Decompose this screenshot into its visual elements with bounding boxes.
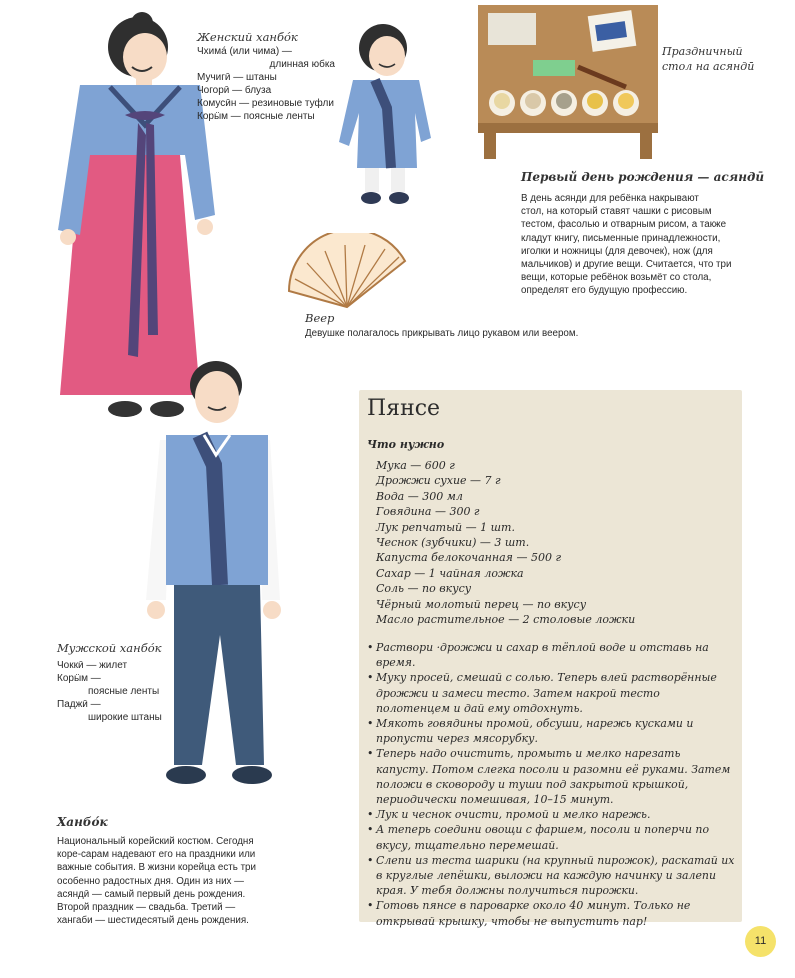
page-number: 11 xyxy=(745,926,776,957)
recipe-need-label: Что нужно xyxy=(367,438,445,451)
child-hanbok-illustration xyxy=(335,18,435,213)
female-hanbok-item: Чогорӣ — блуза xyxy=(197,85,272,96)
hanbok-line: коре-сарам надевают его на праздники или xyxy=(57,849,256,861)
ingredient-list xyxy=(376,458,635,627)
birthday-line: вещи, которые ребёнок возьмёт со стола, xyxy=(521,272,712,284)
male-hanbok-item: Чоккӣ — жилет xyxy=(57,660,128,671)
ingredient-item: Мука — 600 г xyxy=(376,459,455,472)
ingredient-item: Соль — по вкусу xyxy=(376,582,472,596)
recipe-step: • А теперь соедини овощи с фаршем, посоли и поперчи по вкусу, тщательно перемешай. xyxy=(367,822,735,852)
ingredient-item: Говядина — 300 г xyxy=(376,505,480,519)
recipe-card xyxy=(359,390,742,928)
hanbok-line: особенно радостных дня. Один из них — xyxy=(57,875,244,887)
hanbok-line: Второй праздник — свадьба. Третий — xyxy=(57,902,236,914)
female-hanbok-item: Корӹм — поясные ленты xyxy=(197,111,315,122)
ingredient-item: Чёрный молотый перец — по вкусу xyxy=(376,597,587,611)
ingredient-item: Масло растительное — 2 столовые ложки xyxy=(376,613,636,627)
male-hanbok-item: Паджӣ — xyxy=(57,699,101,710)
fan-text: Девушке полагалось прикрывать лицо рукавом или веером. xyxy=(305,328,579,339)
table-caption-line: стол на асяндӣ xyxy=(662,60,755,73)
ingredient-item: Вода — 300 мл xyxy=(376,489,463,503)
hanbok-line: важные события. В жизни корейца есть три xyxy=(57,862,256,874)
male-hanbok-item: Корӹм — xyxy=(57,673,101,684)
recipe-step: • Лук и чеснок очисти, промой и мелко нарежь. xyxy=(367,807,735,822)
recipe-step: • Раствори ·дрожжи и сахар в тёплой воде и отставь на время. xyxy=(367,640,735,670)
birthday-line: определят его будущую профессию. xyxy=(521,285,688,297)
festive-table-illustration xyxy=(478,5,658,160)
female-hanbok-item: длинная юбка xyxy=(269,59,335,70)
recipe-step: • Мякоть говядины промой, обсуши, нарежь кусками и пропусти через мясорубку. xyxy=(367,716,735,746)
recipe-steps xyxy=(367,640,735,929)
ingredient-item: Дрожжи сухие — 7 г xyxy=(376,474,501,488)
recipe-step: • Теперь надо очистить, промыть и мелко нарезать капусту. Потом слегка посоли и разомни её руками. Затем положи в сковороду и туши под закрытой крышкой, периодически помешивая, 10–15 минут. xyxy=(367,746,735,807)
female-hanbok-title: Женский ханбо́к xyxy=(197,30,298,44)
ingredient-item: Чеснок (зубчики) — 3 шт. xyxy=(376,536,530,550)
table-caption xyxy=(662,44,754,74)
birthday-line: В день асянди для ребёнка накрывают xyxy=(521,193,699,204)
birthday-title: Первый день рождения — асяндӣ xyxy=(521,170,765,184)
female-hanbok-item: Мучигӣ — штаны xyxy=(197,72,277,83)
hanbok-line: асяндӣ — самый первый день рождения. xyxy=(57,888,246,900)
recipe-step: • Слепи из теста шарики (на крупный пирожок), раскатай их в круглые лепёшки, выложи на каждую начинку и залепи края. У тебя должны получиться пирожки. xyxy=(367,853,735,899)
recipe-step: • Готовь пянсе в пароварке около 40 минут. Только не открывай крышку, чтобы не выпустить пар! xyxy=(367,898,735,928)
ingredient-item: Лук репчатый — 1 шт. xyxy=(376,520,515,534)
man-hanbok-illustration xyxy=(140,355,285,790)
birthday-line: стол, на который ставят чашки с рисовым xyxy=(521,206,712,218)
birthday-line: тестом, фасолью и отварным рисом, а также xyxy=(521,219,727,231)
hanbok-title: Ханбо́к xyxy=(57,815,108,829)
female-hanbok-item: Комусӣн — резиновые туфли xyxy=(197,98,334,109)
male-hanbok-title: Мужской ханбо́к xyxy=(57,641,162,655)
male-hanbok-item: поясные ленты xyxy=(88,686,160,697)
table-caption-line: Праздничный xyxy=(662,45,743,58)
birthday-line: мальчиков) и другие вещи. Считается, что три xyxy=(521,259,732,271)
birthday-line: кладут книгу, письменные принадлежности, xyxy=(521,232,721,244)
birthday-line: иголки и ножницы (для девочек), нож (для xyxy=(521,245,713,257)
female-hanbok-item: Чхима́ (или чима) — xyxy=(197,46,292,57)
fan-illustration xyxy=(285,233,410,313)
hanbok-text xyxy=(57,835,297,927)
hanbok-line: хангаби — шестидесятый день рождения. xyxy=(57,915,249,927)
recipe-title: Пянсе xyxy=(367,396,441,421)
fan-title: Веер xyxy=(305,311,335,325)
recipe-step: • Муку просей, смешай с солью. Теперь влей растворённые дрожжи и замеси тесто. Затем накрой тесто полотенцем и дай ему отдохнуть. xyxy=(367,670,735,716)
male-hanbok-item: широкие штаны xyxy=(88,712,162,723)
birthday-text xyxy=(521,192,771,298)
ingredient-item: Сахар — 1 чайная ложка xyxy=(376,566,524,580)
ingredient-item: Капуста белокочанная — 500 г xyxy=(376,551,562,565)
hanbok-line: Национальный корейский костюм. Сегодня xyxy=(57,836,254,847)
